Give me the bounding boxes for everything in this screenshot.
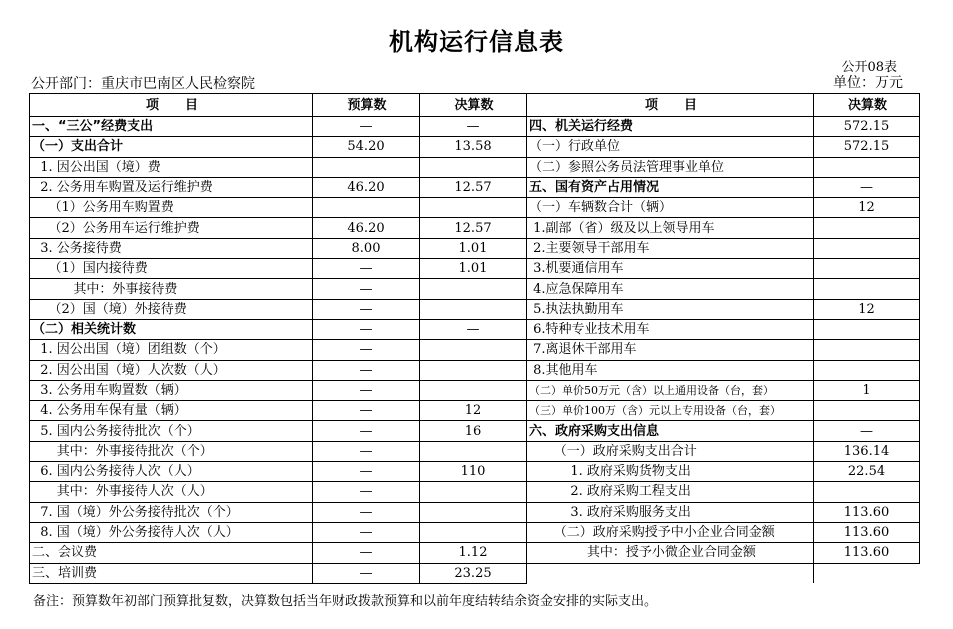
right-final-value xyxy=(814,238,920,258)
right-item-label: （一）政府采购支出合计 xyxy=(527,441,814,461)
left-final-value xyxy=(420,360,527,380)
form-number: 公开08表 xyxy=(841,60,897,75)
left-budget-value: — xyxy=(313,319,420,339)
left-budget-value: — xyxy=(313,279,420,299)
right-item-label: 8.其他用车 xyxy=(527,360,814,380)
left-item-label: 二、会议费 xyxy=(30,543,313,563)
left-item-label: 一、“三公”经费支出 xyxy=(30,117,313,137)
table-row xyxy=(30,482,920,502)
left-final-value xyxy=(420,279,527,299)
table-row xyxy=(30,238,920,258)
left-item-label: （1）公务用车购置费 xyxy=(30,198,313,218)
right-item-label: 五、国有资产占用情况 xyxy=(527,177,814,197)
left-final-value: 110 xyxy=(420,462,527,482)
right-final-value: 572.15 xyxy=(814,117,920,137)
left-item-label: 三、培训费 xyxy=(30,563,313,583)
table-row xyxy=(30,198,920,218)
header-final-left: 决算数 xyxy=(420,94,527,117)
right-item-label: 4.应急保障用车 xyxy=(527,279,814,299)
right-item-label: 2. 政府采购工程支出 xyxy=(527,482,814,502)
left-final-value: 23.25 xyxy=(420,563,527,583)
right-item-label: （一）车辆数合计（辆） xyxy=(527,198,814,218)
left-final-value: 12 xyxy=(420,401,527,421)
table-row xyxy=(30,279,920,299)
right-final-value: 1 xyxy=(814,380,920,400)
table-row xyxy=(30,117,920,137)
footnote: 备注：预算数年初部门预算批复数，决算数包括当年财政拨款预算和以前年度结转结余资金安排的实际支出。 xyxy=(33,594,658,609)
left-budget-value: — xyxy=(313,462,420,482)
left-budget-value: — xyxy=(313,259,420,279)
info-table xyxy=(29,93,920,584)
header-final-right: 决算数 xyxy=(814,94,920,117)
table-row xyxy=(30,157,920,177)
left-budget-value: 46.20 xyxy=(313,218,420,238)
table-row xyxy=(30,299,920,319)
table-row xyxy=(30,462,920,482)
right-item-label: 3.机要通信用车 xyxy=(527,259,814,279)
table-row xyxy=(30,380,920,400)
left-budget-value: — xyxy=(313,360,420,380)
right-item-label: （二）单价50万元（含）以上通用设备（台，套） xyxy=(527,380,814,400)
right-item-label: 3. 政府采购服务支出 xyxy=(527,502,814,522)
left-budget-value: — xyxy=(313,482,420,502)
left-budget-value: — xyxy=(313,401,420,421)
left-budget-value: — xyxy=(313,441,420,461)
right-final-value xyxy=(814,401,920,421)
left-final-value xyxy=(420,340,527,360)
left-final-value: — xyxy=(420,117,527,137)
left-budget-value xyxy=(313,198,420,218)
left-item-label: （一）支出合计 xyxy=(30,137,313,157)
left-item-label: 2. 因公出国（境）人次数（人） xyxy=(30,360,313,380)
left-budget-value xyxy=(313,157,420,177)
right-final-value: 113.60 xyxy=(814,522,920,542)
table-row xyxy=(30,319,920,339)
left-final-value xyxy=(420,522,527,542)
table-row xyxy=(30,502,920,522)
right-final-value: 113.60 xyxy=(814,502,920,522)
left-budget-value: — xyxy=(313,421,420,441)
right-final-value: — xyxy=(814,421,920,441)
left-final-value xyxy=(420,441,527,461)
left-final-value xyxy=(420,380,527,400)
left-item-label: 2. 公务用车购置及运行维护费 xyxy=(30,177,313,197)
left-budget-value: — xyxy=(313,522,420,542)
left-budget-value: — xyxy=(313,380,420,400)
table-row xyxy=(30,441,920,461)
right-item-label: 5.执法执勤用车 xyxy=(527,299,814,319)
right-final-value: 572.15 xyxy=(814,137,920,157)
right-item-label: 2.主要领导干部用车 xyxy=(527,238,814,258)
left-final-value xyxy=(420,299,527,319)
empty-cell xyxy=(814,563,920,583)
table-row xyxy=(30,218,920,238)
right-final-value xyxy=(814,340,920,360)
header-item-right: 项 目 xyxy=(527,94,814,117)
left-item-label: 6. 国内公务接待人次（人） xyxy=(30,462,313,482)
left-final-value: 1.12 xyxy=(420,543,527,563)
right-item-label: 6.特种专业技术用车 xyxy=(527,319,814,339)
left-final-value: 13.58 xyxy=(420,137,527,157)
left-final-value: 16 xyxy=(420,421,527,441)
right-item-label: 四、机关运行经费 xyxy=(527,117,814,137)
right-final-value: 113.60 xyxy=(814,543,920,563)
left-final-value xyxy=(420,502,527,522)
right-final-value xyxy=(814,259,920,279)
right-final-value: — xyxy=(814,177,920,197)
empty-cell xyxy=(527,563,814,583)
left-final-value: — xyxy=(420,319,527,339)
left-final-value: 1.01 xyxy=(420,238,527,258)
left-final-value xyxy=(420,157,527,177)
table-row xyxy=(30,522,920,542)
table-row xyxy=(30,563,920,583)
right-final-value: 136.14 xyxy=(814,441,920,461)
left-item-label: 3. 公务用车购置数（辆） xyxy=(30,380,313,400)
left-item-label: 1. 因公出国（境）费 xyxy=(30,157,313,177)
left-item-label: 其中：外事接待人次（人） xyxy=(30,482,313,502)
page-title: 机构运行信息表 xyxy=(389,28,564,56)
table-row xyxy=(30,259,920,279)
table-row xyxy=(30,543,920,563)
left-item-label: （二）相关统计数 xyxy=(30,319,313,339)
left-budget-value: — xyxy=(313,340,420,360)
left-item-label: （2）公务用车运行维护费 xyxy=(30,218,313,238)
left-item-label: （2）国（境）外接待费 xyxy=(30,299,313,319)
left-item-label: 3. 公务接待费 xyxy=(30,238,313,258)
unit-label: 单位：万元 xyxy=(833,75,903,91)
right-item-label: 1.副部（省）级及以上领导用车 xyxy=(527,218,814,238)
right-item-label: （三）单价100万（含）元以上专用设备（台，套） xyxy=(527,401,814,421)
left-item-label: 4. 公务用车保有量（辆） xyxy=(30,401,313,421)
right-item-label: （二）政府采购授予中小企业合同金额 xyxy=(527,522,814,542)
right-final-value xyxy=(814,279,920,299)
right-final-value xyxy=(814,218,920,238)
right-final-value xyxy=(814,482,920,502)
left-budget-value: 8.00 xyxy=(313,238,420,258)
right-final-value: 12 xyxy=(814,299,920,319)
left-budget-value: — xyxy=(313,502,420,522)
left-budget-value: — xyxy=(313,563,420,583)
table-row xyxy=(30,177,920,197)
right-item-label: （二）参照公务员法管理事业单位 xyxy=(527,157,814,177)
right-final-value xyxy=(814,319,920,339)
table-row xyxy=(30,360,920,380)
left-final-value xyxy=(420,482,527,502)
table-row xyxy=(30,137,920,157)
left-budget-value: 54.20 xyxy=(313,137,420,157)
right-item-label: 7.离退休干部用车 xyxy=(527,340,814,360)
left-budget-value: — xyxy=(313,117,420,137)
department-label: 公开部门：重庆市巴南区人民检察院 xyxy=(31,76,255,92)
left-final-value: 12.57 xyxy=(420,218,527,238)
left-budget-value: — xyxy=(313,299,420,319)
left-item-label: 7. 国（境）外公务接待批次（个） xyxy=(30,502,313,522)
right-item-label: 六、政府采购支出信息 xyxy=(527,421,814,441)
left-budget-value: — xyxy=(313,543,420,563)
left-item-label: （1）国内接待费 xyxy=(30,259,313,279)
left-final-value: 12.57 xyxy=(420,177,527,197)
right-item-label: （一）行政单位 xyxy=(527,137,814,157)
left-item-label: 5. 国内公务接待批次（个） xyxy=(30,421,313,441)
left-final-value xyxy=(420,198,527,218)
left-item-label: 其中：外事接待批次（个） xyxy=(30,441,313,461)
right-item-label: 1. 政府采购货物支出 xyxy=(527,462,814,482)
right-final-value: 12 xyxy=(814,198,920,218)
table-header-row xyxy=(30,94,920,117)
left-item-label: 1. 因公出国（境）团组数（个） xyxy=(30,340,313,360)
right-item-label: 其中：授予小微企业合同金额 xyxy=(527,543,814,563)
left-item-label: 其中：外事接待费 xyxy=(30,279,313,299)
header-item-left: 项 目 xyxy=(30,94,313,117)
right-final-value xyxy=(814,360,920,380)
left-final-value: 1.01 xyxy=(420,259,527,279)
left-item-label: 8. 国（境）外公务接待人次（人） xyxy=(30,522,313,542)
left-budget-value: 46.20 xyxy=(313,177,420,197)
right-final-value: 22.54 xyxy=(814,462,920,482)
table-row xyxy=(30,401,920,421)
header-budget: 预算数 xyxy=(313,94,420,117)
table-row xyxy=(30,340,920,360)
table-row xyxy=(30,421,920,441)
right-final-value xyxy=(814,157,920,177)
